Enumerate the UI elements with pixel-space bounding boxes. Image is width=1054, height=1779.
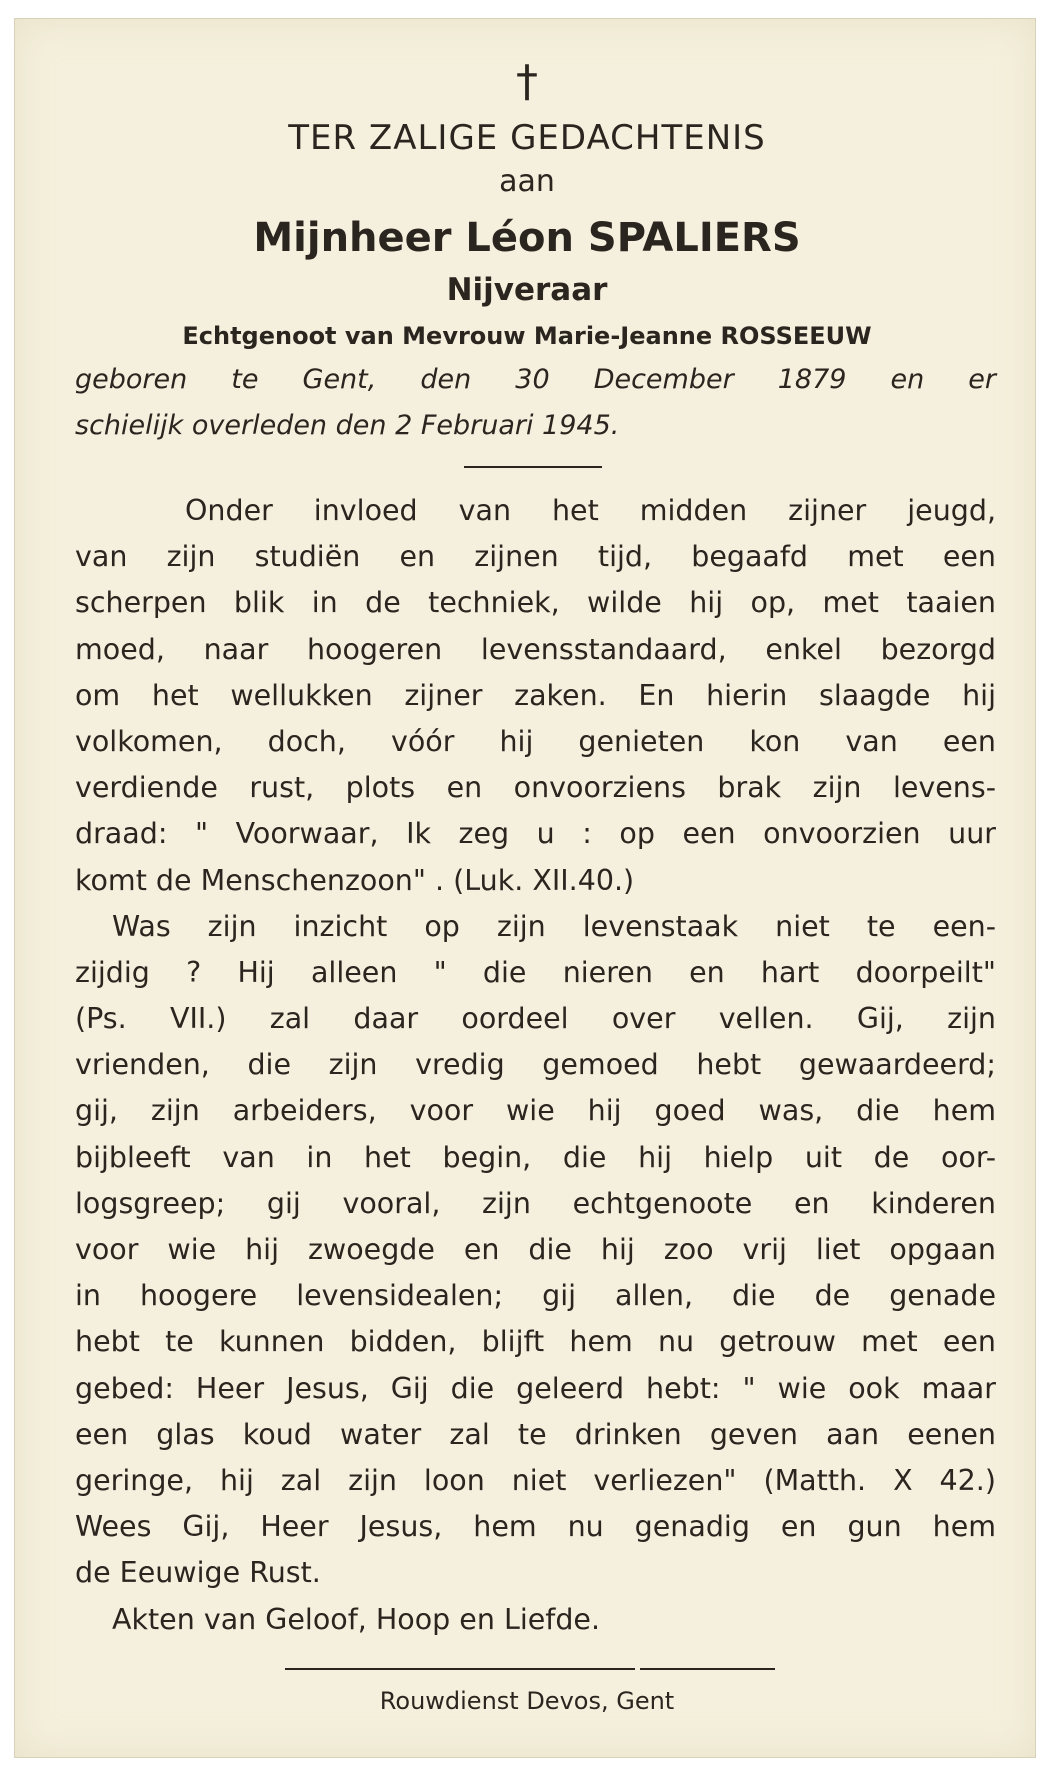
body-line: hebt te kunnen bidden, blijft hem nu getrouw met een xyxy=(75,1325,996,1359)
body-line: van zijn studiën en zijnen tijd, begaafd met een xyxy=(75,540,996,574)
body-line: (Ps. VII.) zal daar oordeel over vellen. Gij, zijn xyxy=(75,1002,996,1036)
card-heading: TER ZALIGE GEDACHTENIS xyxy=(288,118,766,158)
body-line: zijdig ? Hij alleen " die nieren en hart doorpeilt" xyxy=(75,955,996,989)
body-line: Wees Gij, Heer Jesus, hem nu genadig en gun hem xyxy=(75,1510,996,1544)
body-line: gebed: Heer Jesus, Gij die geleerd hebt: " wie ook maar xyxy=(75,1371,996,1405)
body-line: scherpen blik in de techniek, wilde hij op, met taaien xyxy=(75,586,996,620)
body-line: logsgreep; gij vooral, zijn echtgenoote en kinderen xyxy=(75,1186,996,1220)
body-line: een glas koud water zal te drinken geven aan eenen xyxy=(75,1417,996,1451)
deceased-profession: Nijveraar xyxy=(446,272,608,308)
body-line: moed, naar hoogeren levensstandaard, enkel bezorgd xyxy=(75,632,996,666)
deceased-name: Mijnheer Léon SPALIERS xyxy=(253,215,801,261)
bottom-divider-left xyxy=(285,1668,635,1670)
bottom-divider-right xyxy=(640,1668,775,1670)
spouse-line: Echtgenoot van Mevrouw Marie-Jeanne ROSSEEUW xyxy=(182,322,872,350)
birth-line-2: schielijk overleden den 2 Februari 1945. xyxy=(75,410,620,441)
body-line: Onder invloed van het midden zijner jeugd, xyxy=(185,494,996,527)
body-line: vrienden, die zijn vredig gemoed hebt gewaardeerd; xyxy=(75,1048,996,1082)
body-line: verdiende rust, plots en onvoorziens brak zijn levens- xyxy=(75,771,996,805)
cross-icon: † xyxy=(516,56,538,107)
body-line: bijbleeft van in het begin, die hij hielp uit de oor- xyxy=(75,1140,996,1174)
body-text xyxy=(75,488,996,1643)
body-line: geringe, hij zal zijn loon niet verliezen" (Matth. X 42.) xyxy=(75,1463,996,1497)
body-line: volkomen, doch, vóór hij genieten kon van een xyxy=(75,724,996,758)
body-line: draad: " Voorwaar, Ik zeg u : op een onvoorzien uur xyxy=(75,817,996,851)
card-to-label: aan xyxy=(499,164,555,199)
body-line: voor wie hij zwoegde en die hij zoo vrij liet opgaan xyxy=(75,1233,996,1266)
birth-line-1: geboren te Gent, den 30 December 1879 en er xyxy=(75,364,996,395)
body-line: in hoogere levensidealen; gij allen, die de genade xyxy=(75,1279,996,1313)
funeral-service-footer: Rouwdienst Devos, Gent xyxy=(379,1687,675,1715)
body-line: komt de Menschenzoon" . (Luk. XII.40.) xyxy=(75,863,635,897)
top-divider xyxy=(464,466,602,468)
body-line: Was zijn inzicht op zijn levenstaak niet te een- xyxy=(112,909,996,943)
body-line: Akten van Geloof, Hoop en Liefde. xyxy=(112,1602,601,1636)
body-line: gij, zijn arbeiders, voor wie hij goed was, die hem xyxy=(75,1094,996,1128)
body-line: de Eeuwige Rust. xyxy=(75,1556,321,1590)
body-line: om het wellukken zijner zaken. En hierin slaagde hij xyxy=(75,678,996,712)
